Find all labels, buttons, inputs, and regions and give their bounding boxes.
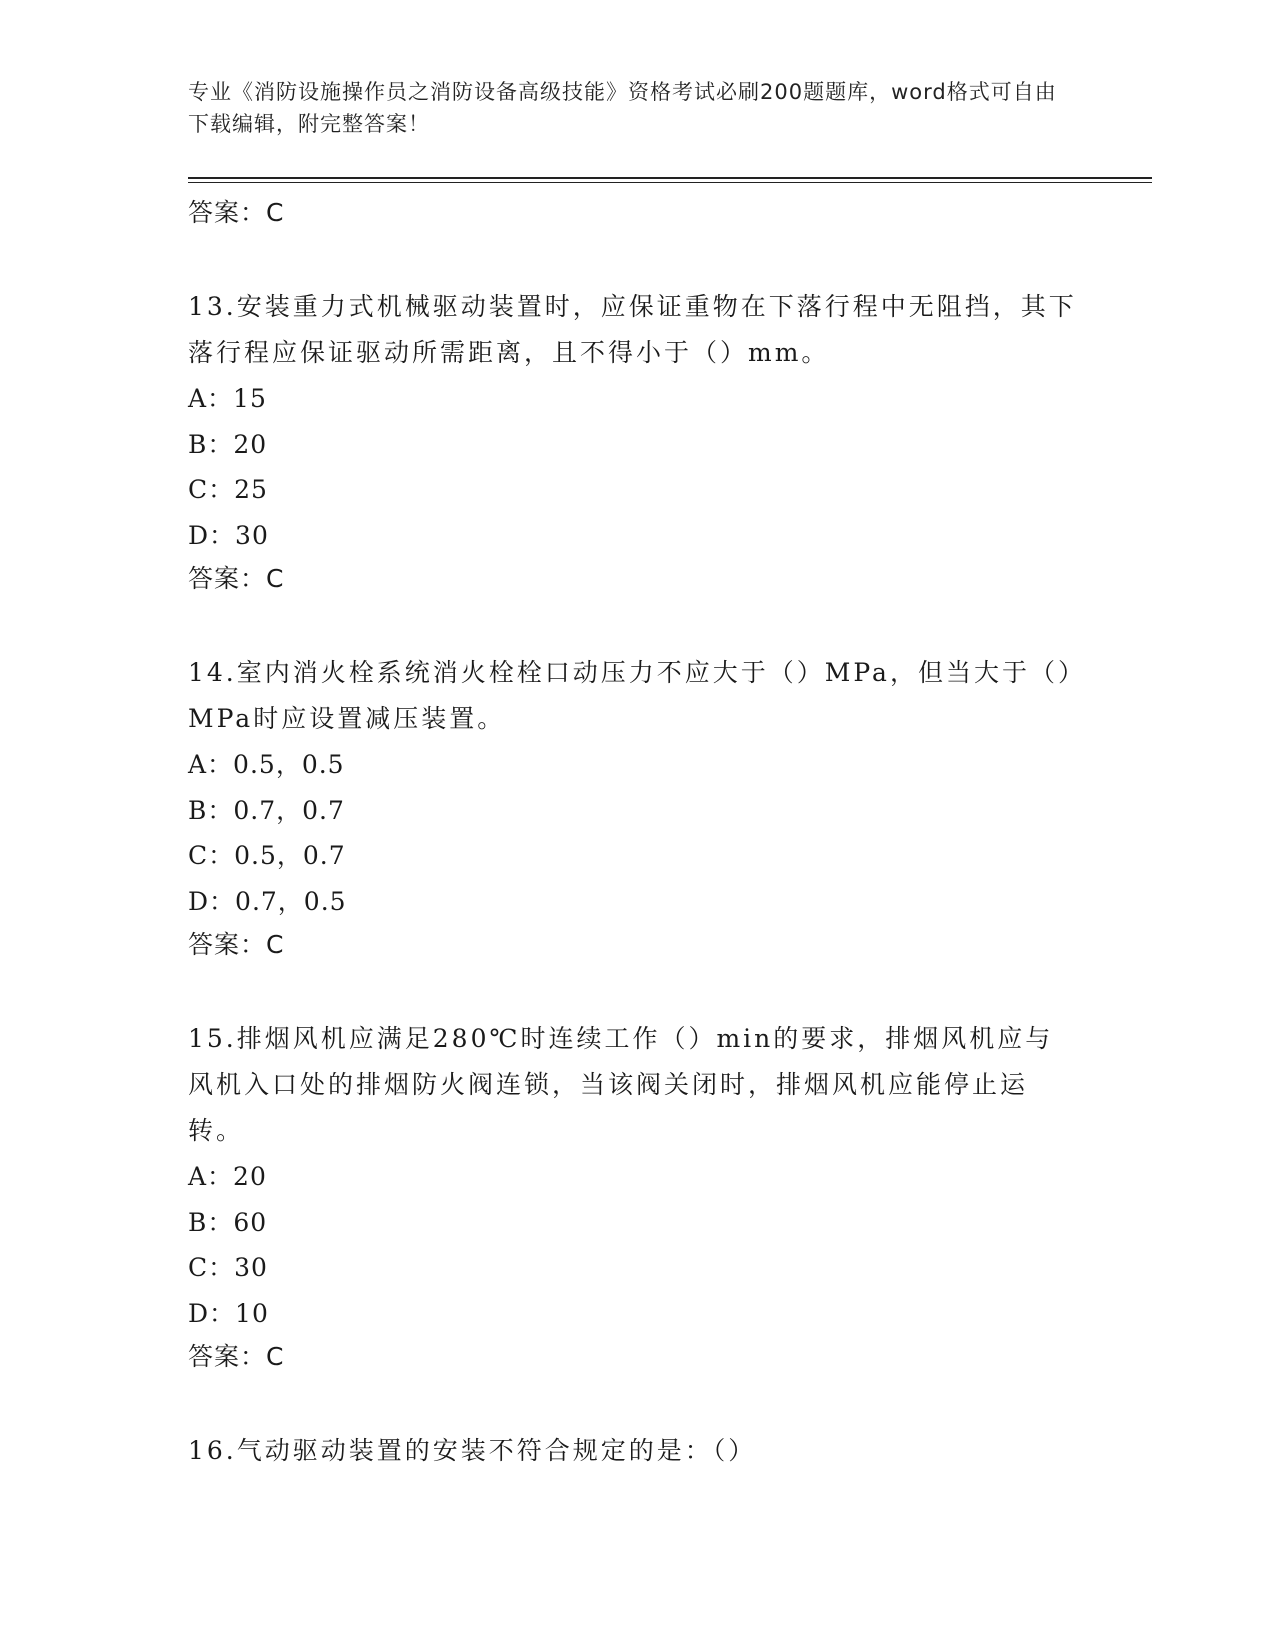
answer-line: 答案：C xyxy=(188,930,285,959)
question-text: 15.排烟风机应满足280℃时连续工作（）min的要求，排烟风机应与风机入口处的排烟防火阀连锁，当该阀关闭时，排烟风机应能停止运转。 xyxy=(188,1024,1054,1145)
option-a: A：0.5，0.5 xyxy=(188,750,345,779)
option-c: C：25 xyxy=(188,475,268,504)
option-d: D：30 xyxy=(188,520,269,550)
question-text: 14.室内消火栓系统消火栓栓口动压力不应大于（）MPa，但当大于（）MPa时应设置减压装置。 xyxy=(188,658,1074,733)
question-14 xyxy=(188,650,1088,966)
header-divider-thin xyxy=(188,182,1152,183)
answer-line: 答案：C xyxy=(188,1342,285,1371)
option-b: B：60 xyxy=(188,1207,268,1237)
option-c: C：30 xyxy=(188,1253,268,1282)
question-text: 13.安装重力式机械驱动装置时，应保证重物在下落行程中无阻挡，其下落行程应保证驱动所需距离，且不得小于（）mm。 xyxy=(188,292,1077,367)
question-13 xyxy=(188,284,1088,600)
option-d: D：0.7，0.5 xyxy=(188,886,347,916)
answer-line: 答案：C xyxy=(188,198,285,227)
document-header: 专业《消防设施操作员之消防设备高级技能》资格考试必刷200题题库，word格式可自由下载编辑，附完整答案！ xyxy=(188,80,1057,136)
option-a: A：20 xyxy=(188,1162,267,1191)
option-c: C：0.5，0.7 xyxy=(188,841,346,870)
question-list xyxy=(188,192,1088,1474)
header-divider-thick xyxy=(188,177,1152,179)
option-b: B：20 xyxy=(188,429,268,459)
question-16 xyxy=(188,1428,1088,1474)
question-text: 16.气动驱动装置的安装不符合规定的是：（） xyxy=(188,1436,757,1465)
option-d: D：10 xyxy=(188,1298,269,1328)
answer-line: 答案：C xyxy=(188,564,285,593)
option-a: A：15 xyxy=(188,384,267,413)
question-15 xyxy=(188,1016,1088,1378)
option-b: B：0.7，0.7 xyxy=(188,795,345,825)
